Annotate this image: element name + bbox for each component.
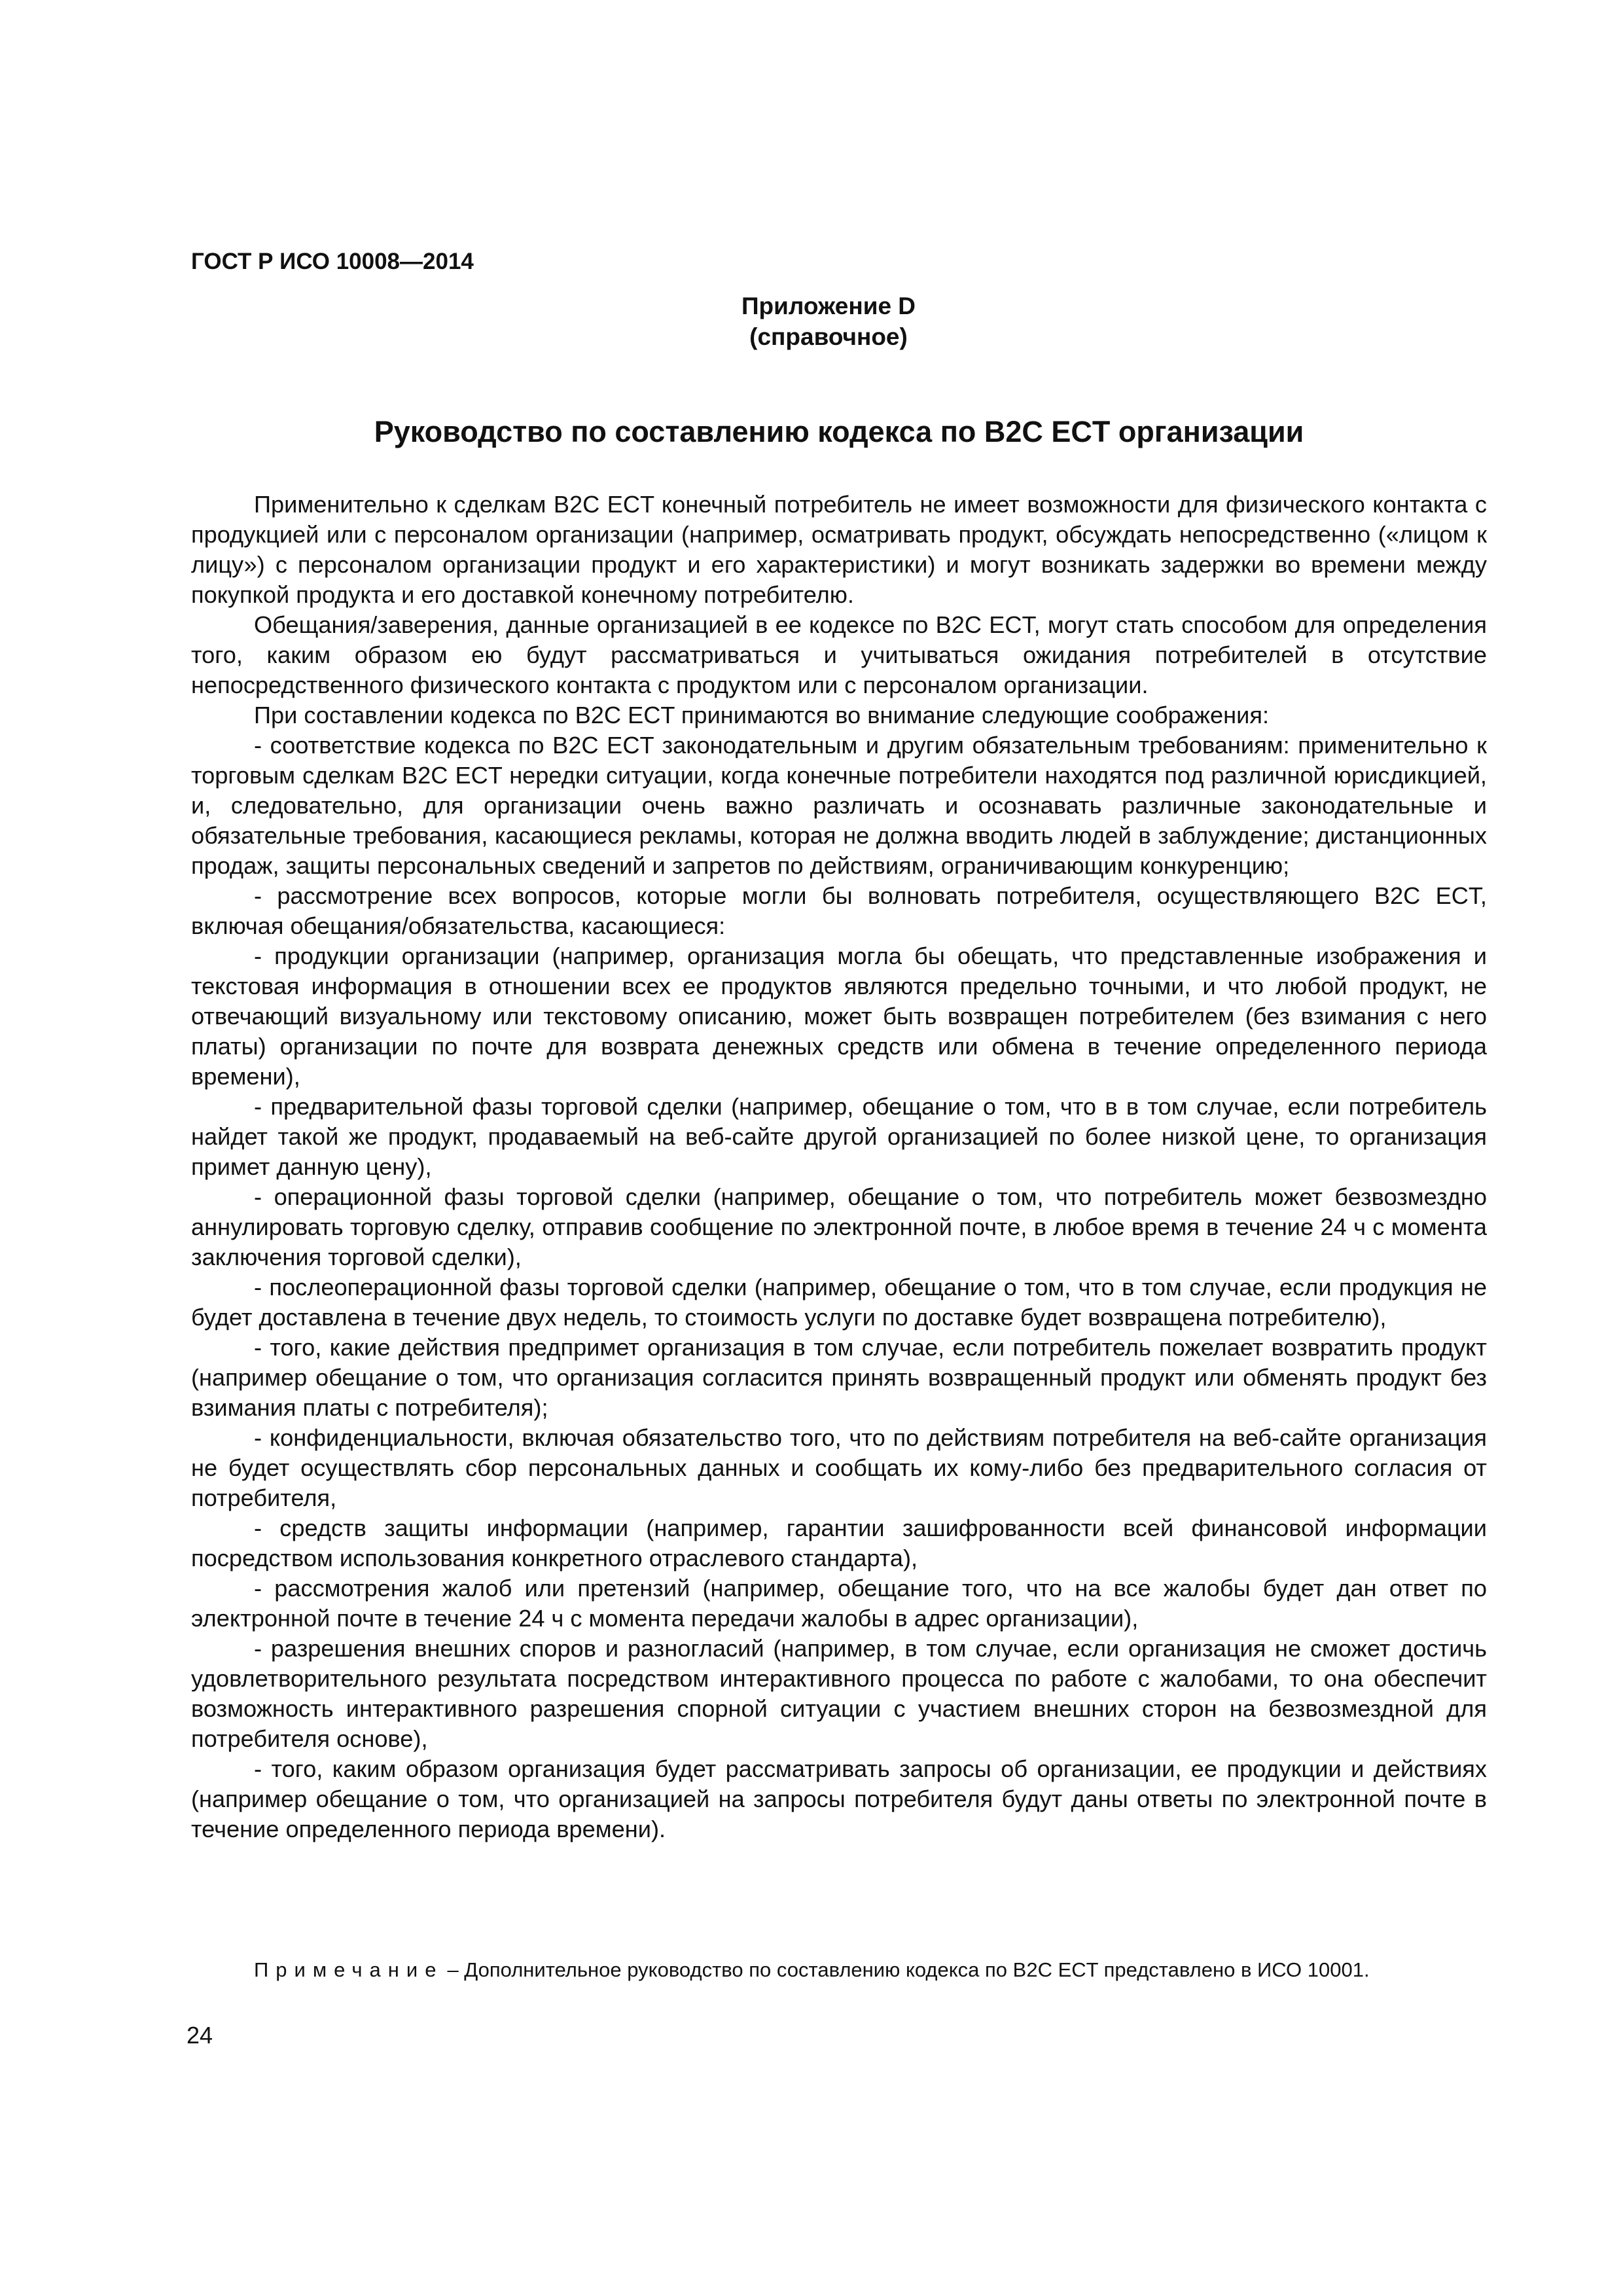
paragraph: Применительно к сделкам B2C ECT конечный потребитель не имеет возможности для физического контакта с продукцией или с персоналом организации (например, осматривать продукт, обсуждать непосредственно («лицом к лицу») с персоналом организации продукт и его характеристики) и могут возникать задержки во времени между покупкой продукта и его доставкой конечному потребителю.	[191, 491, 1487, 608]
list-item: - того, каким образом организация будет рассматривать запросы об организации, ее продукции и действиях (например обещание о том, что организацией на запросы потребителя будут даны ответы по электронной почте в течение определенного периода времени).	[191, 1755, 1487, 1842]
annex-heading	[0, 291, 1623, 352]
list-item: - рассмотрения жалоб или претензий (например, обещание того, что на все жалобы будет дан ответ по электронной почте в течение 24 ч с момента передачи жалобы в адрес организации),	[191, 1575, 1487, 1632]
list-item: - соответствие кодекса по B2C ECT законодательным и другим обязательным требованиям: применительно к торговым сделкам B2C ECT нередки ситуации, когда конечные потребители находятся под различной юрисдикцией, и, следовательно, для организации очень важно различать и осознавать различные законодательные и обязательные требования, касающиеся рекламы, которая не должна вводить людей в заблуждение; дистанционных продаж, защиты персональных сведений и запретов по действиям, ограничивающим конкуренцию;	[191, 732, 1487, 879]
annex-label: Приложение D	[741, 293, 916, 319]
body-text	[191, 490, 1487, 1844]
list-item: - предварительной фазы торговой сделки (например, обещание о том, что в в том случае, если потребитель найдет такой же продукт, продаваемый на веб-сайте другой организацией по более низкой цене, то организация примет данную цену),	[191, 1093, 1487, 1180]
list-item: - послеоперационной фазы торговой сделки (например, обещание о том, что в том случае, если продукция не будет доставлена в течение двух недель, то стоимость услуги по доставке будет возвращена потребителю),	[191, 1274, 1487, 1331]
page-number: 24	[187, 2022, 213, 2049]
list-item: - средств защиты информации (например, гарантии зашифрованности всей финансовой информации посредством использования конкретного отраслевого стандарта),	[191, 1515, 1487, 1571]
list-item: - конфиденциальности, включая обязательство того, что по действиям потребителя на веб-сайте организация не будет осуществлять сбор персональных данных и сообщать их кому-либо без предварительного согласия от потребителя,	[191, 1424, 1487, 1511]
list-item: - того, какие действия предпримет организация в том случае, если потребитель пожелает возвратить продукт (например обещание о том, что организация согласится принять возвращенный продукт или обменять продукт без взимания платы с потребителя);	[191, 1334, 1487, 1421]
list-item: - разрешения внешних споров и разногласий (например, в том случае, если организация не сможет достичь удовлетворительного результата посредством интерактивного процесса по работе с жалобами, то она обеспечит возможность интерактивного разрешения спорной ситуации с участием внешних сторон на безвозмездной для потребителя основе),	[191, 1635, 1487, 1752]
annex-type: (справочное)	[749, 323, 908, 350]
paragraph: Обещания/заверения, данные организацией в ее кодексе по B2C ECT, могут стать способом для определения того, каким образом ею будут рассматриваться и учитываться ожидания потребителей в отсутствие непосредственного физического контакта с продуктом или с персоналом организации.	[191, 611, 1487, 698]
standard-designation: ГОСТ Р ИСО 10008—2014	[191, 249, 474, 274]
list-item: - операционной фазы торговой сделки (например, обещание о том, что потребитель может безвозмездно аннулировать торговую сделку, отправив сообщение по электронной почте, в любое время в течение 24 ч с момента заключения торговой сделки),	[191, 1183, 1487, 1270]
note	[254, 1957, 1497, 1983]
list-item: - рассмотрение всех вопросов, которые могли бы волновать потребителя, осуществляющего B2C ECT, включая обещания/обязательства, касающиеся:	[191, 882, 1487, 939]
note-label: Примечание	[254, 1958, 444, 1981]
note-text: – Дополнительное руководство по составлению кодекса по B2C ECT представлено в ИСО 10001.	[447, 1958, 1370, 1981]
paragraph: При составлении кодекса по B2C ECT принимаются во внимание следующие соображения:	[254, 702, 1270, 728]
annex-title: Руководство по составлению кодекса по B2C ECT организации	[374, 415, 1304, 448]
list-item: - продукции организации (например, организация могла бы обещать, что представленные изображения и текстовая информация в отношении всех ее продуктов являются предельно точными, и что любой продукт, не отвечающий визуальному или текстовому описанию, может быть возвращен потребителем (без взимания с него платы) организации по почте для возврата денежных средств или обмена в течение определенного периода времени),	[191, 942, 1487, 1090]
